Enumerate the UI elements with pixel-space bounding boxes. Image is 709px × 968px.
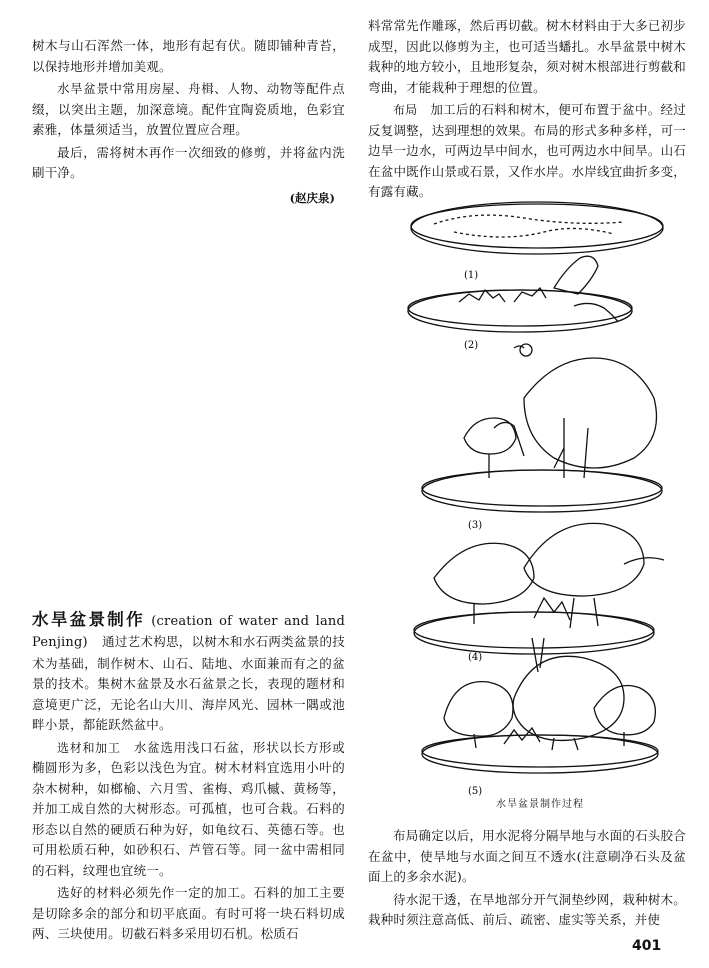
penjing-process-illustration [404, 198, 674, 824]
subheading: 选材和加工 [57, 740, 121, 755]
entry-intro: 通过艺术构思，以树木和水石两类盆景的技术为基础，制作树木、山石、陆地、水面兼而有之的盆景的技术。集树木盆景及水石盆景之长，表现的题材和意境更广泛，无论名山大川、海岸风光、园林一隅或池畔小景，都能跃然盆中。 [32, 634, 345, 732]
paragraph: 待水泥干透，在旱地部分开气洞垫纱网，栽种树木。栽种时须注意高低、前后、疏密、虚实等关系，并使 [368, 891, 686, 927]
left-column [32, 36, 345, 945]
right-column [368, 16, 686, 203]
paragraph: 水旱盆景中常用房屋、舟楫、人物、动物等配件点缀，以突出主题，加深意境。配件宜陶瓷质地，色彩宜素雅，体量须适当，放置位置应合理。 [32, 81, 345, 137]
figure-label-4: (4) [468, 652, 483, 663]
page-number: 401 [632, 938, 662, 954]
figure-label-3: (3) [468, 520, 483, 531]
paragraph-text: 水盆选用浅口石盆，形状以长方形或椭圆形为多，色彩以浅色为宜。树木材料宜选用小叶的杂木树种，如榔榆、六月雪、雀梅、鸡爪槭、黄杨等，并加工成自然的大树形态。可孤植，也可合栽。石料的形态以自然的硬质石种为好，如龟纹石、英德石等。也可用松质石种，如砂积石、芦管石等。同一盆中需相同的石料，纹理也宜统一。 [32, 739, 345, 878]
paragraph [368, 100, 686, 203]
paragraph: 选好的材料必须先作一定的加工。石料的加工主要是切除多余的部分和切平底面。有时可将一块石料切成两、三块使用。切截石料多采用切石机。松质石 [32, 885, 345, 941]
figure-caption: 水旱盆景制作过程 [496, 799, 584, 810]
stage-5-drawing [422, 656, 658, 773]
paragraph: 最后，需将树木再作一次细致的修剪，并将盆内洗刷干净。 [32, 144, 345, 180]
figure-label-5: (5) [468, 786, 483, 797]
stage-1-drawing [411, 202, 663, 254]
paragraph: 布局确定以后，用水泥将分隔旱地与水面的石头胶合在盆中，使旱地与水面之间互不透水(注意刷净石头及盆面上的多余水泥)。 [368, 828, 686, 884]
entry-title: 水旱盆景制作 [32, 609, 145, 629]
paragraph-text: 加工后的石料和树木，便可布置于盆中。经过反复调整，达到理想的效果。布局的形式多种多样，可一边旱一边水，可两边旱中间水，也可两边水中间旱。山石在盆中既作山景或石景，又作水岸。水岸线宜曲折多变，有露有藏。 [368, 102, 686, 199]
stage-4-drawing [414, 523, 664, 672]
stage-3-drawing [422, 358, 662, 512]
subheading: 布局 [393, 103, 418, 117]
right-column-bottom [368, 826, 686, 931]
entry-heading [32, 610, 345, 736]
stage-2-drawing [408, 256, 632, 356]
author-signature: (赵庆泉) [289, 190, 335, 205]
figure-label-2: (2) [464, 340, 479, 351]
paragraph: 料常常先作雕琢，然后再切截。树木材料由于大多已初步成型，因此以修剪为主，也可适当蟠扎。水旱盆景中树木栽种的地方较小，且地形复杂，须对树木根部进行剪截和弯曲，才能栽种于理想的位置。 [368, 18, 686, 95]
paragraph [32, 738, 345, 882]
entry-english-title: (creation of water and land Penjing) [32, 613, 346, 650]
paragraph: 树木与山石浑然一体，地形有起有伏。随即铺种青苔，以保持地形并增加美观。 [32, 38, 345, 74]
figure-label-1: (1) [464, 270, 479, 281]
blank-space [32, 206, 345, 610]
